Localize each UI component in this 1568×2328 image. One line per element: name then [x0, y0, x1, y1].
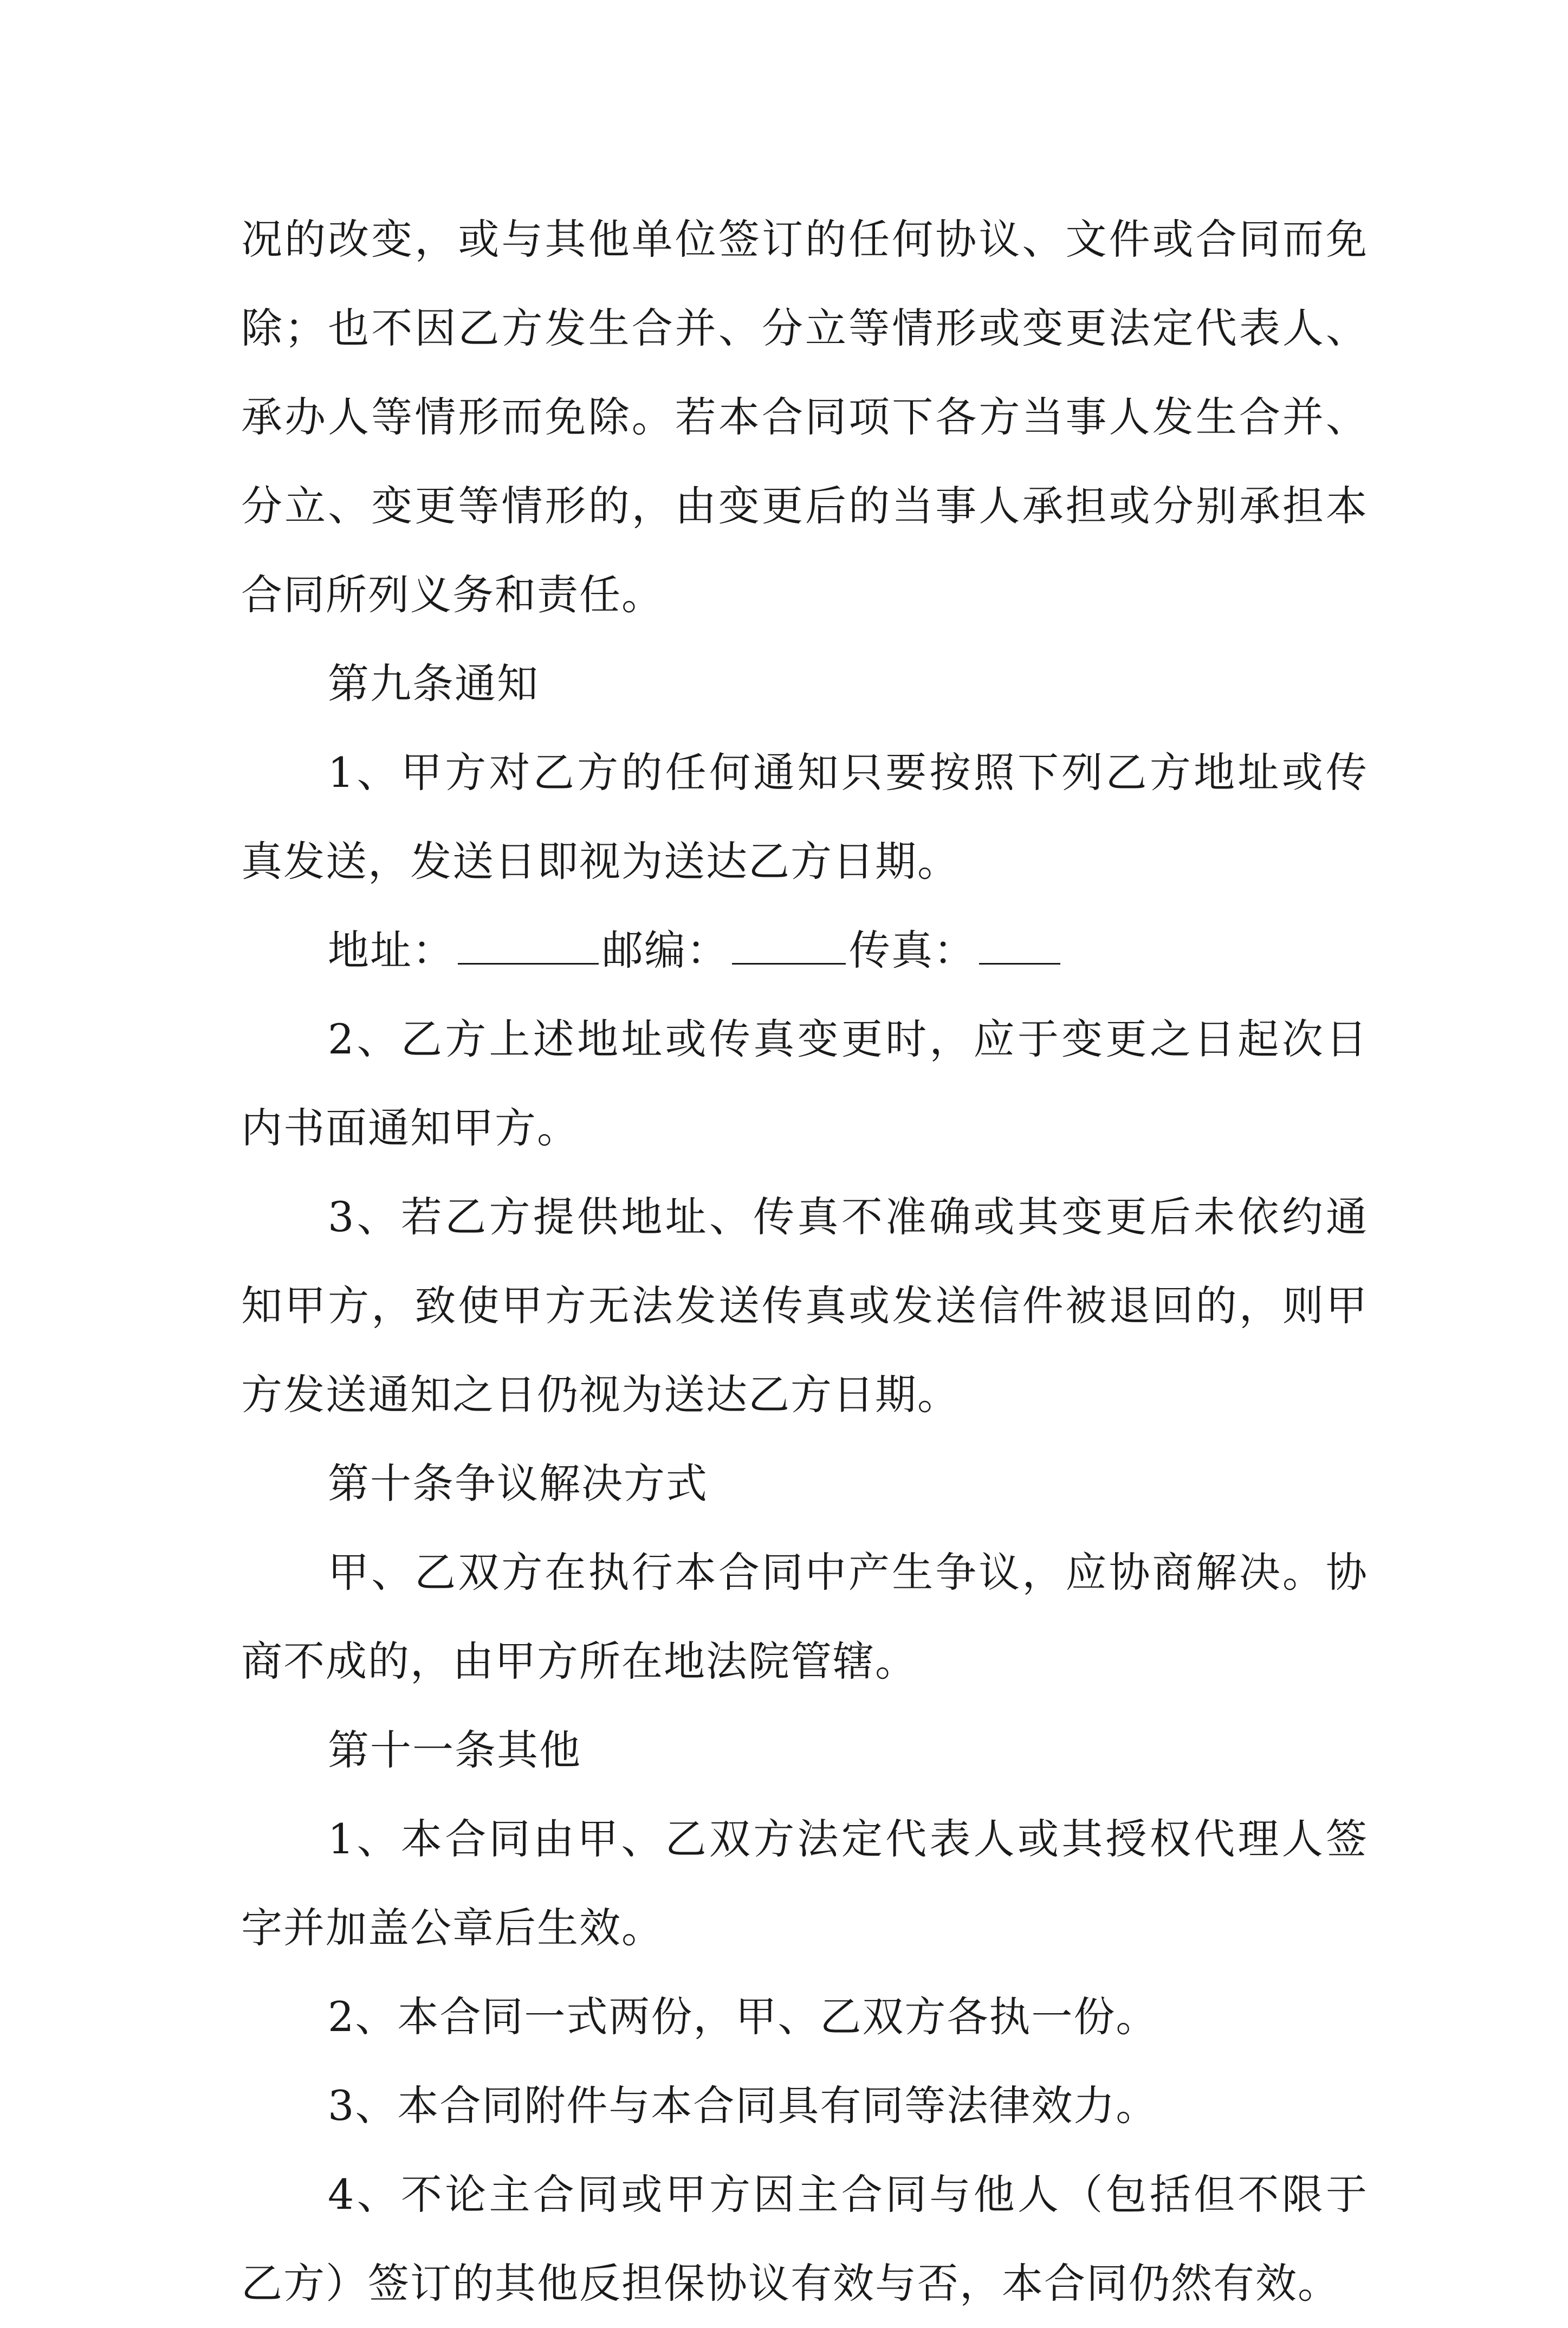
paragraph-article-10-body: 甲、乙双方在执行本合同中产生争议，应协商解决。协商不成的，由甲方所在地法院管辖。 [241, 1548, 1368, 1685]
postcode-label: 邮编： [602, 926, 729, 974]
paragraph-article-11-item-3: 3、本合同附件与本合同具有同等法律效力。 [328, 2081, 1158, 2130]
paragraph-article-9-item-3: 3、若乙方提供地址、传真不准确或其变更后未依约通知甲方，致使甲方无法发送传真或发送信件被退回的，则甲方发送通知之日仍视为送达乙方日期。 [241, 1193, 1368, 1419]
fax-label: 传真： [849, 926, 976, 974]
section-heading-article-9: 第九条通知 [328, 659, 539, 708]
paragraph-article-11-item-4: 4、不论主合同或甲方因主合同与他人（包括但不限于乙方）签订的其他反担保协议有效与否，本合同仍然有效。 [241, 2170, 1368, 2307]
fax-blank [979, 930, 1060, 965]
contact-fields-line [241, 906, 1368, 995]
section-heading-article-11: 第十一条其他 [328, 1726, 581, 1774]
address-blank [458, 930, 599, 965]
paragraph-article-9-item-2: 2、乙方上述地址或传真变更时，应于变更之日起次日内书面通知甲方。 [241, 1015, 1368, 1152]
address-label: 地址： [328, 926, 455, 974]
section-heading-article-10: 第十条争议解决方式 [328, 1459, 708, 1508]
paragraph-article-9-item-1: 1、甲方对乙方的任何通知只要按照下列乙方地址或传真发送，发送日即视为送达乙方日期。 [241, 748, 1368, 885]
paragraph-article-11-item-2: 2、本合同一式两份，甲、乙双方各执一份。 [328, 1993, 1158, 2041]
paragraph-continuation: 况的改变，或与其他单位签订的任何协议、文件或合同而免除；也不因乙方发生合并、分立等情形或变更法定代表人、承办人等情形而免除。若本合同项下各方当事人发生合并、分立、变更等情形的，由变更后的当事人承担或分别承担本合同所列义务和责任。 [241, 215, 1368, 619]
postcode-blank [732, 930, 846, 965]
document-body [241, 195, 1368, 2328]
paragraph-article-11-item-1: 1、本合同由甲、乙双方法定代表人或其授权代理人签字并加盖公章后生效。 [241, 1815, 1368, 1952]
